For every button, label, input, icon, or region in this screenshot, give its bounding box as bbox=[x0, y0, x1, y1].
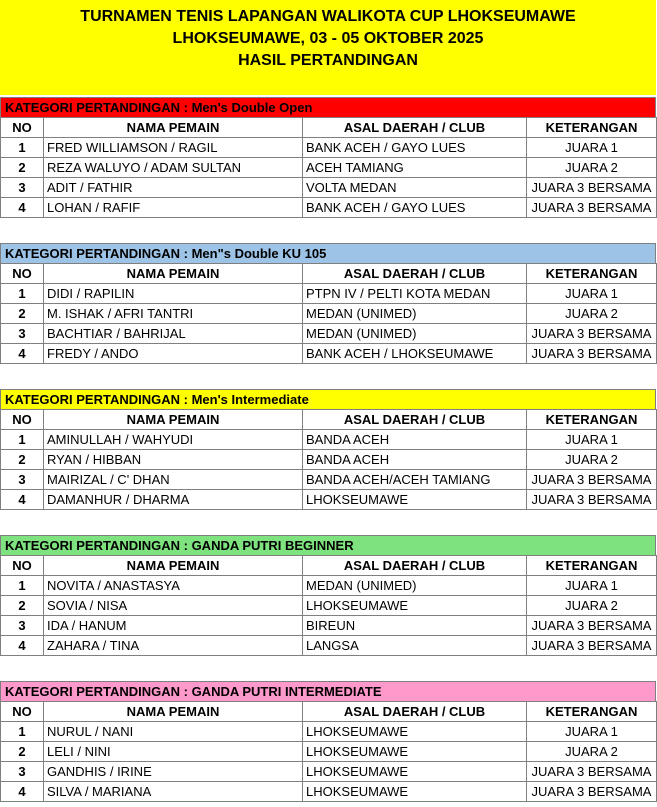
cell-asal: MEDAN (UNIMED) bbox=[303, 324, 527, 344]
table-row bbox=[1, 742, 657, 762]
cell-asal: BANDA ACEH bbox=[303, 450, 527, 470]
column-header-no: NO bbox=[1, 556, 44, 576]
cell-ket: JUARA 2 bbox=[527, 742, 657, 762]
column-header-asal: ASAL DAERAH / CLUB bbox=[303, 410, 527, 430]
cell-asal: MEDAN (UNIMED) bbox=[303, 304, 527, 324]
cell-ket: JUARA 3 BERSAMA bbox=[527, 636, 657, 656]
column-header-ket: KETERANGAN bbox=[527, 702, 657, 722]
cell-nama: NURUL / NANI bbox=[44, 722, 303, 742]
column-header-nama: NAMA PEMAIN bbox=[44, 702, 303, 722]
category-section bbox=[0, 243, 656, 364]
table-row bbox=[1, 722, 657, 742]
cell-ket: JUARA 3 BERSAMA bbox=[527, 198, 657, 218]
cell-no: 1 bbox=[1, 138, 44, 158]
column-header-nama: NAMA PEMAIN bbox=[44, 556, 303, 576]
cell-no: 1 bbox=[1, 430, 44, 450]
column-header-asal: ASAL DAERAH / CLUB bbox=[303, 264, 527, 284]
column-header-no: NO bbox=[1, 264, 44, 284]
cell-asal: LHOKSEUMAWE bbox=[303, 762, 527, 782]
results-table bbox=[0, 701, 657, 802]
results-title: HASIL PERTANDINGAN bbox=[238, 52, 418, 69]
cell-nama: ZAHARA / TINA bbox=[44, 636, 303, 656]
cell-nama: REZA WALUYO / ADAM SULTAN bbox=[44, 158, 303, 178]
cell-ket: JUARA 1 bbox=[527, 722, 657, 742]
column-header-no: NO bbox=[1, 410, 44, 430]
cell-no: 4 bbox=[1, 490, 44, 510]
cell-ket: JUARA 2 bbox=[527, 450, 657, 470]
cell-nama: IDA / HANUM bbox=[44, 616, 303, 636]
cell-no: 3 bbox=[1, 616, 44, 636]
column-header-ket: KETERANGAN bbox=[527, 264, 657, 284]
cell-nama: RYAN / HIBBAN bbox=[44, 450, 303, 470]
cell-ket: JUARA 3 BERSAMA bbox=[527, 490, 657, 510]
category-title: KATEGORI PERTANDINGAN : GANDA PUTRI BEGINNER bbox=[0, 535, 656, 555]
cell-no: 4 bbox=[1, 782, 44, 802]
cell-no: 3 bbox=[1, 762, 44, 782]
cell-nama: DAMANHUR / DHARMA bbox=[44, 490, 303, 510]
cell-ket: JUARA 3 BERSAMA bbox=[527, 178, 657, 198]
cell-asal: VOLTA MEDAN bbox=[303, 178, 527, 198]
cell-asal: MEDAN (UNIMED) bbox=[303, 576, 527, 596]
cell-nama: SOVIA / NISA bbox=[44, 596, 303, 616]
cell-nama: LELI / NINI bbox=[44, 742, 303, 762]
table-row bbox=[1, 344, 657, 364]
cell-asal: LHOKSEUMAWE bbox=[303, 782, 527, 802]
column-header-nama: NAMA PEMAIN bbox=[44, 264, 303, 284]
cell-nama: M. ISHAK / AFRI TANTRI bbox=[44, 304, 303, 324]
cell-asal: BIREUN bbox=[303, 616, 527, 636]
cell-nama: FREDY / ANDO bbox=[44, 344, 303, 364]
cell-nama: BACHTIAR / BAHRIJAL bbox=[44, 324, 303, 344]
table-row bbox=[1, 470, 657, 490]
table-header-row bbox=[1, 118, 657, 138]
cell-asal: PTPN IV / PELTI KOTA MEDAN bbox=[303, 284, 527, 304]
cell-asal: BANDA ACEH/ACEH TAMIANG bbox=[303, 470, 527, 490]
results-table bbox=[0, 117, 657, 218]
cell-nama: SILVA / MARIANA bbox=[44, 782, 303, 802]
cell-ket: JUARA 3 BERSAMA bbox=[527, 344, 657, 364]
table-row bbox=[1, 490, 657, 510]
cell-ket: JUARA 3 BERSAMA bbox=[527, 616, 657, 636]
table-row bbox=[1, 596, 657, 616]
category-title: KATEGORI PERTANDINGAN : Men's Double Open bbox=[0, 97, 656, 117]
cell-no: 4 bbox=[1, 198, 44, 218]
category-section bbox=[0, 535, 656, 656]
cell-asal: LHOKSEUMAWE bbox=[303, 722, 527, 742]
table-header-row bbox=[1, 556, 657, 576]
tournament-date: LHOKSEUMAWE, 03 - 05 OKTOBER 2025 bbox=[172, 30, 484, 47]
cell-ket: JUARA 3 BERSAMA bbox=[527, 762, 657, 782]
table-row bbox=[1, 284, 657, 304]
cell-no: 2 bbox=[1, 158, 44, 178]
column-header-nama: NAMA PEMAIN bbox=[44, 410, 303, 430]
cell-nama: DIDI / RAPILIN bbox=[44, 284, 303, 304]
cell-no: 1 bbox=[1, 722, 44, 742]
cell-no: 3 bbox=[1, 470, 44, 490]
cell-no: 1 bbox=[1, 576, 44, 596]
table-row bbox=[1, 576, 657, 596]
cell-ket: JUARA 1 bbox=[527, 576, 657, 596]
cell-no: 3 bbox=[1, 178, 44, 198]
cell-no: 2 bbox=[1, 596, 44, 616]
cell-ket: JUARA 2 bbox=[527, 304, 657, 324]
cell-ket: JUARA 2 bbox=[527, 596, 657, 616]
table-row bbox=[1, 324, 657, 344]
cell-no: 3 bbox=[1, 324, 44, 344]
column-header-no: NO bbox=[1, 118, 44, 138]
table-row bbox=[1, 304, 657, 324]
table-row bbox=[1, 616, 657, 636]
table-header-row bbox=[1, 264, 657, 284]
cell-ket: JUARA 1 bbox=[527, 430, 657, 450]
cell-nama: NOVITA / ANASTASYA bbox=[44, 576, 303, 596]
cell-asal: BANDA ACEH bbox=[303, 430, 527, 450]
column-header-ket: KETERANGAN bbox=[527, 410, 657, 430]
column-header-no: NO bbox=[1, 702, 44, 722]
category-title: KATEGORI PERTANDINGAN : Men's Intermediate bbox=[0, 389, 656, 409]
table-row bbox=[1, 636, 657, 656]
cell-nama: ADIT / FATHIR bbox=[44, 178, 303, 198]
tournament-title: TURNAMEN TENIS LAPANGAN WALIKOTA CUP LHOKSEUMAWE bbox=[80, 8, 576, 25]
cell-no: 4 bbox=[1, 636, 44, 656]
column-header-ket: KETERANGAN bbox=[527, 556, 657, 576]
table-row bbox=[1, 178, 657, 198]
category-section bbox=[0, 97, 656, 218]
table-header-row bbox=[1, 410, 657, 430]
cell-ket: JUARA 3 BERSAMA bbox=[527, 324, 657, 344]
cell-nama: AMINULLAH / WAHYUDI bbox=[44, 430, 303, 450]
results-table bbox=[0, 555, 657, 656]
cell-asal: LHOKSEUMAWE bbox=[303, 596, 527, 616]
column-header-asal: ASAL DAERAH / CLUB bbox=[303, 118, 527, 138]
results-table bbox=[0, 409, 657, 510]
page-header bbox=[0, 0, 656, 95]
cell-no: 2 bbox=[1, 742, 44, 762]
cell-no: 2 bbox=[1, 304, 44, 324]
table-row bbox=[1, 158, 657, 178]
table-row bbox=[1, 198, 657, 218]
cell-asal: LANGSA bbox=[303, 636, 527, 656]
column-header-asal: ASAL DAERAH / CLUB bbox=[303, 556, 527, 576]
table-row bbox=[1, 138, 657, 158]
cell-asal: LHOKSEUMAWE bbox=[303, 742, 527, 762]
cell-nama: MAIRIZAL / C' DHAN bbox=[44, 470, 303, 490]
cell-asal: LHOKSEUMAWE bbox=[303, 490, 527, 510]
column-header-asal: ASAL DAERAH / CLUB bbox=[303, 702, 527, 722]
table-header-row bbox=[1, 702, 657, 722]
cell-ket: JUARA 3 BERSAMA bbox=[527, 782, 657, 802]
table-row bbox=[1, 762, 657, 782]
cell-no: 2 bbox=[1, 450, 44, 470]
cell-nama: GANDHIS / IRINE bbox=[44, 762, 303, 782]
table-row bbox=[1, 450, 657, 470]
results-table bbox=[0, 263, 657, 364]
column-header-nama: NAMA PEMAIN bbox=[44, 118, 303, 138]
cell-asal: BANK ACEH / GAYO LUES bbox=[303, 198, 527, 218]
table-row bbox=[1, 430, 657, 450]
category-section bbox=[0, 681, 656, 802]
cell-asal: BANK ACEH / GAYO LUES bbox=[303, 138, 527, 158]
column-header-ket: KETERANGAN bbox=[527, 118, 657, 138]
category-title: KATEGORI PERTANDINGAN : Men"s Double KU 105 bbox=[0, 243, 656, 263]
cell-nama: LOHAN / RAFIF bbox=[44, 198, 303, 218]
cell-ket: JUARA 1 bbox=[527, 284, 657, 304]
cell-no: 4 bbox=[1, 344, 44, 364]
table-row bbox=[1, 782, 657, 802]
category-section bbox=[0, 389, 656, 510]
cell-ket: JUARA 3 BERSAMA bbox=[527, 470, 657, 490]
cell-ket: JUARA 2 bbox=[527, 158, 657, 178]
cell-ket: JUARA 1 bbox=[527, 138, 657, 158]
cell-asal: BANK ACEH / LHOKSEUMAWE bbox=[303, 344, 527, 364]
category-title: KATEGORI PERTANDINGAN : GANDA PUTRI INTERMEDIATE bbox=[0, 681, 656, 701]
cell-nama: FRED WILLIAMSON / RAGIL bbox=[44, 138, 303, 158]
cell-asal: ACEH TAMIANG bbox=[303, 158, 527, 178]
cell-no: 1 bbox=[1, 284, 44, 304]
